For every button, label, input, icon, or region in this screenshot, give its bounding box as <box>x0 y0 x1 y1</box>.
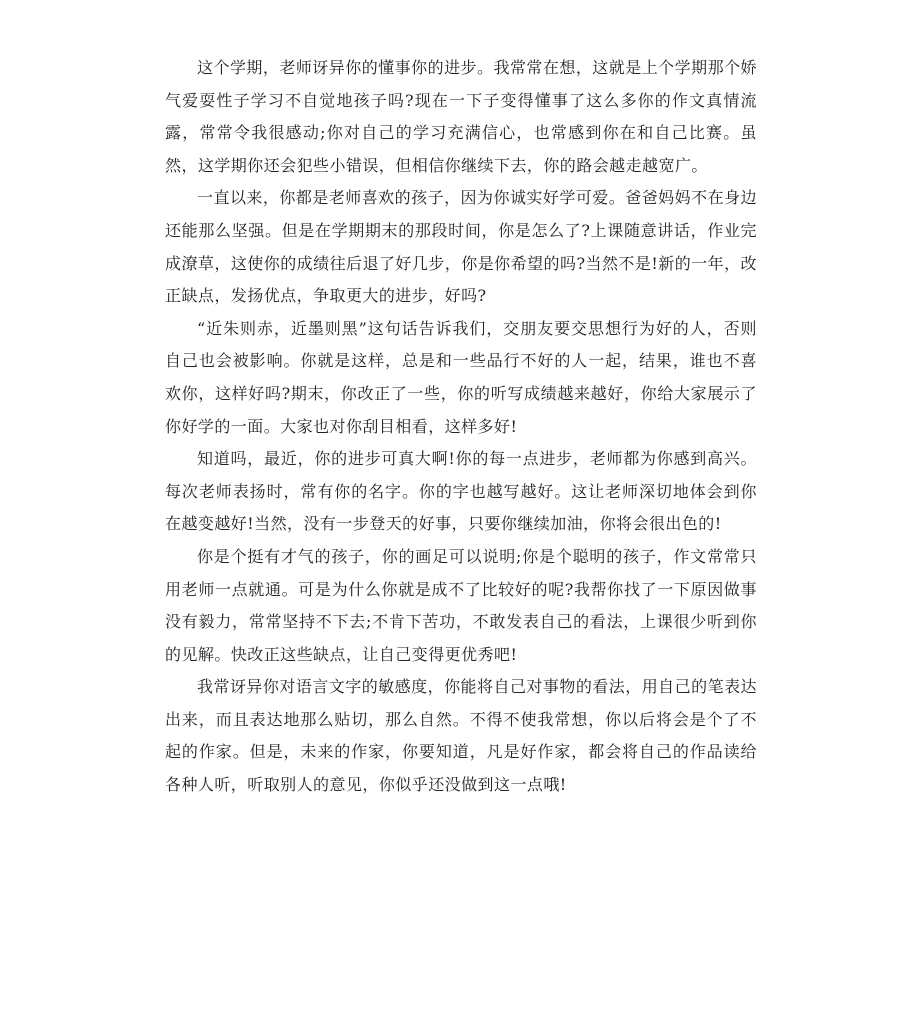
paragraph-1: 这个学期，老师讶异你的懂事你的进步。我常常在想，这就是上个学期那个娇气爱耍性子学习不自觉地孩子吗?现在一下子变得懂事了这么多你的作文真情流露，常常令我很感动;你对自己的学习充满信心，也常感到你在和自己比赛。虽然，这学期你还会犯些小错误，但相信你继续下去，你的路会越走越宽广。 <box>165 58 757 175</box>
paragraph-2: 一直以来，你都是老师喜欢的孩子，因为你诚实好学可爱。爸爸妈妈不在身边还能那么坚强。但是在学期期末的那段时间，你是怎么了?上课随意讲话，作业完成潦草，这使你的成绩往后退了好几步，你是你希望的吗?当然不是!新的一年，改正缺点，发扬优点，争取更大的进步，好吗? <box>165 188 757 306</box>
paragraph-6: 我常讶异你对语言文字的敏感度，你能将自己对事物的看法，用自己的笔表达出来，而且表达地那么贴切，那么自然。不得不使我常想，你以后将会是个了不起的作家。但是，未来的作家，你要知道，凡是好作家，都会将自己的作品读给各种人听，听取别人的意见，你似乎还没做到这一点哦! <box>165 677 757 795</box>
paragraph-5: 你是个挺有才气的孩子，你的画足可以说明;你是个聪明的孩子，作文常常只用老师一点就通。可是为什么你就是成不了比较好的呢?我帮你找了一下原因做事没有毅力，常常坚持不下去;不肯下苦功，不敢发表自己的看法，上课很少听到你的见解。快改正这些缺点，让自己变得更优秀吧! <box>165 546 757 664</box>
paragraph-4: 知道吗，最近，你的进步可真大啊!你的每一点进步，老师都为你感到高兴。每次老师表扬时，常有你的名字。你的字也越写越好。这让老师深切地体会到你在越变越好!当然，没有一步登天的好事，只要你继续加油，你将会很出色的! <box>165 449 757 534</box>
document-body <box>165 52 757 802</box>
paragraph-3: “近朱则赤，近墨则黑”这句话告诉我们，交朋友要交思想行为好的人，否则自己也会被影响。你就是这样，总是和一些品行不好的人一起，结果，谁也不喜欢你，这样好吗?期末，你改正了一些，你的听写成绩越来越好，你给大家展示了你好学的一面。大家也对你刮目相看，这样多好! <box>165 318 757 436</box>
